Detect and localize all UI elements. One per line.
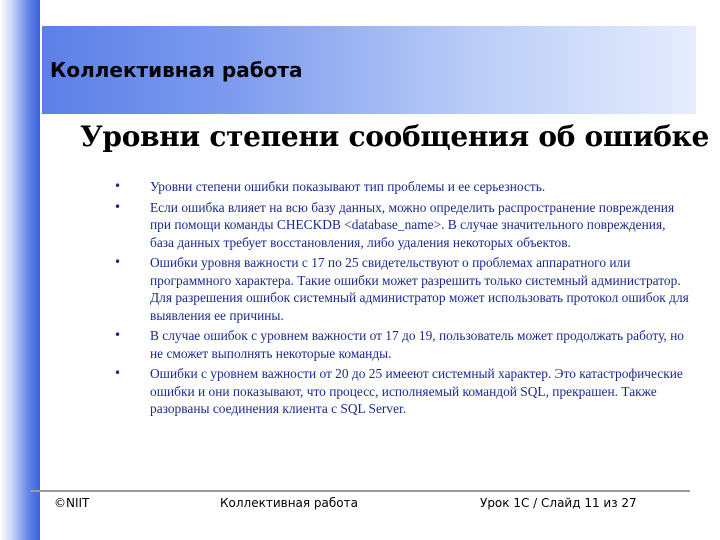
footer-slide-info: Урок 1C / Слайд 11 из 27	[480, 496, 637, 510]
bullet-icon: •	[114, 255, 122, 269]
bullet-icon: •	[114, 366, 122, 380]
bullet-text: Ошибки уровня важности с 17 по 25 свидетельствуют о проблемах аппаратного или программного характера. Такие ошибки может разрешить только системный администратор. Для разрешения ошибок системный администратор может использовать протокол ошибок для выявления ее причины.	[150, 255, 689, 323]
footer-copyright: ©NIIT	[54, 496, 90, 510]
list-item	[114, 365, 692, 418]
list-item	[114, 199, 692, 252]
footer-course-title: Коллективная работа	[220, 496, 358, 510]
footer-divider	[30, 490, 690, 492]
list-item	[114, 178, 692, 196]
bullet-icon: •	[114, 179, 122, 193]
list-item	[114, 327, 692, 362]
bullet-text: Уровни степени ошибки показывают тип проблемы и ее серьезность.	[150, 179, 546, 194]
bullet-icon: •	[114, 328, 122, 342]
header-title: Коллективная работа	[50, 58, 303, 82]
bullet-text: Если ошибка влияет на всю базу данных, можно определить распространение повреждения при помощи команды CHECKDB <database_name>. В случае значительного повреждения, база данных требует восстановления, либо удаления некоторых объектов.	[150, 199, 675, 250]
bullet-text: Ошибки с уровнем важности от 20 до 25 имееют системный характер. Это катастрофические ошибки и они показывают, что процесс, исполняемый командой SQL, прекрашен. Также разорваны соединения клиента с SQL Server.	[150, 366, 683, 416]
bullet-icon: •	[114, 199, 122, 214]
left-decorative-bar	[0, 0, 40, 540]
list-item	[114, 254, 692, 324]
bullet-list	[114, 178, 692, 421]
slide-title: Уровни степени сообщения об ошибке	[80, 120, 710, 153]
bullet-text: В случае ошибок с уровнем важности от 17 до 19, пользователь может продолжать работу, но не сможет выполнять некоторые команды.	[150, 328, 684, 361]
